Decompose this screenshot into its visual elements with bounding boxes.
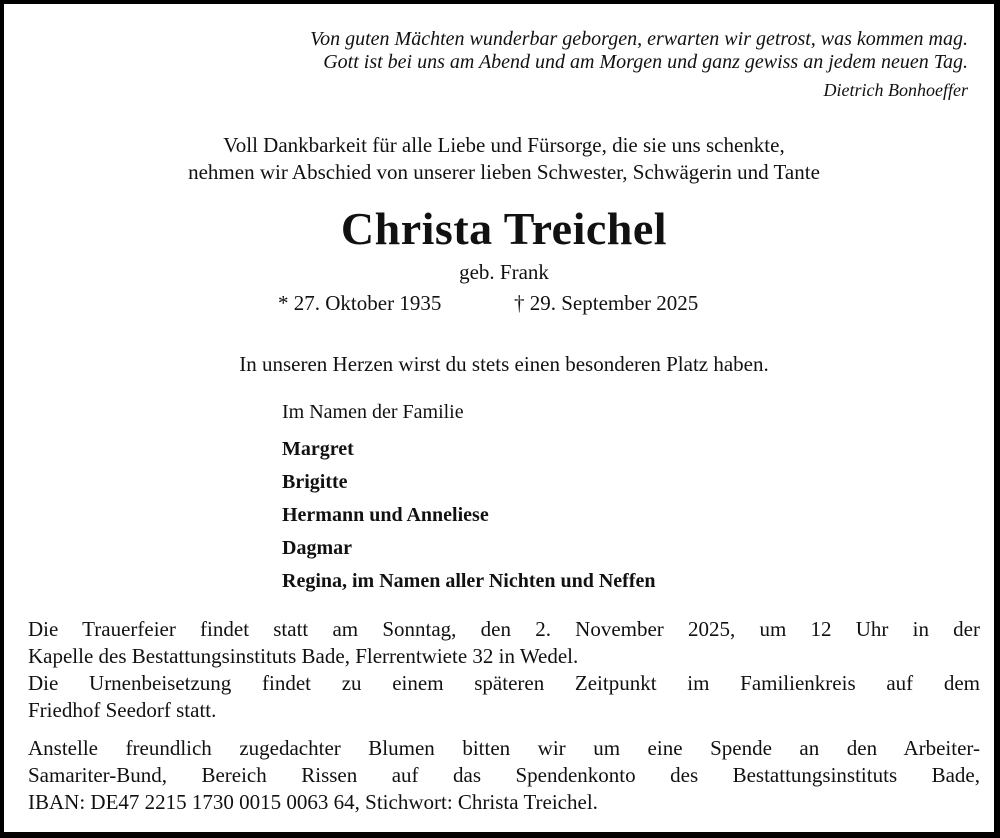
family-member: Brigitte xyxy=(282,471,348,493)
ceremony-paragraph xyxy=(28,616,980,724)
intro-line: nehmen wir Abschied von unserer lieben Schwester, Schwägerin und Tante xyxy=(188,160,820,184)
death-date: † 29. September 2025 xyxy=(514,291,699,315)
text-line: Die Urnenbeisetzung findet zu einem späteren Zeitpunkt im Familienkreis auf dem xyxy=(28,671,980,695)
donation-paragraph xyxy=(28,735,980,816)
text-line: Die Trauerfeier findet statt am Sonntag, den 2. November 2025, um 12 Uhr in der xyxy=(28,617,980,641)
family-member: Margret xyxy=(282,438,354,460)
birth-date: * 27. Oktober 1935 xyxy=(278,291,442,315)
family-member: Dagmar xyxy=(282,537,352,559)
family-heading: Im Namen der Familie xyxy=(282,401,464,423)
family-member: Hermann und Anneliese xyxy=(282,504,489,526)
motto: In unseren Herzen wirst du stets einen besonderen Platz haben. xyxy=(239,352,769,376)
intro-line: Voll Dankbarkeit für alle Liebe und Fürsorge, die sie uns schenkte, xyxy=(223,133,785,157)
text-line: Samariter-Bund, Bereich Rissen auf das Spendenkonto des Bestattungsinstituts Bade, xyxy=(28,763,980,787)
quote-line: Von guten Mächten wunderbar geborgen, erwarten wir getrost, was kommen mag. xyxy=(310,28,968,50)
family-member: Regina, im Namen aller Nichten und Neffen xyxy=(282,570,656,592)
text-line: Friedhof Seedorf statt. xyxy=(28,698,217,722)
text-line: IBAN: DE47 2215 1730 0015 0063 64, Stichwort: Christa Treichel. xyxy=(28,790,598,814)
quote-line: Gott ist bei uns am Abend und am Morgen und ganz gewiss an jedem neuen Tag. xyxy=(323,51,968,73)
deceased-name: Christa Treichel xyxy=(340,203,668,254)
quote-author: Dietrich Bonhoeffer xyxy=(823,80,968,100)
text-line: Anstelle freundlich zugedachter Blumen bitten wir um eine Spende an den Arbeiter- xyxy=(28,736,980,760)
maiden-name: geb. Frank xyxy=(459,260,549,284)
text-line: Kapelle des Bestattungsinstituts Bade, Flerrentwiete 32 in Wedel. xyxy=(28,644,579,668)
